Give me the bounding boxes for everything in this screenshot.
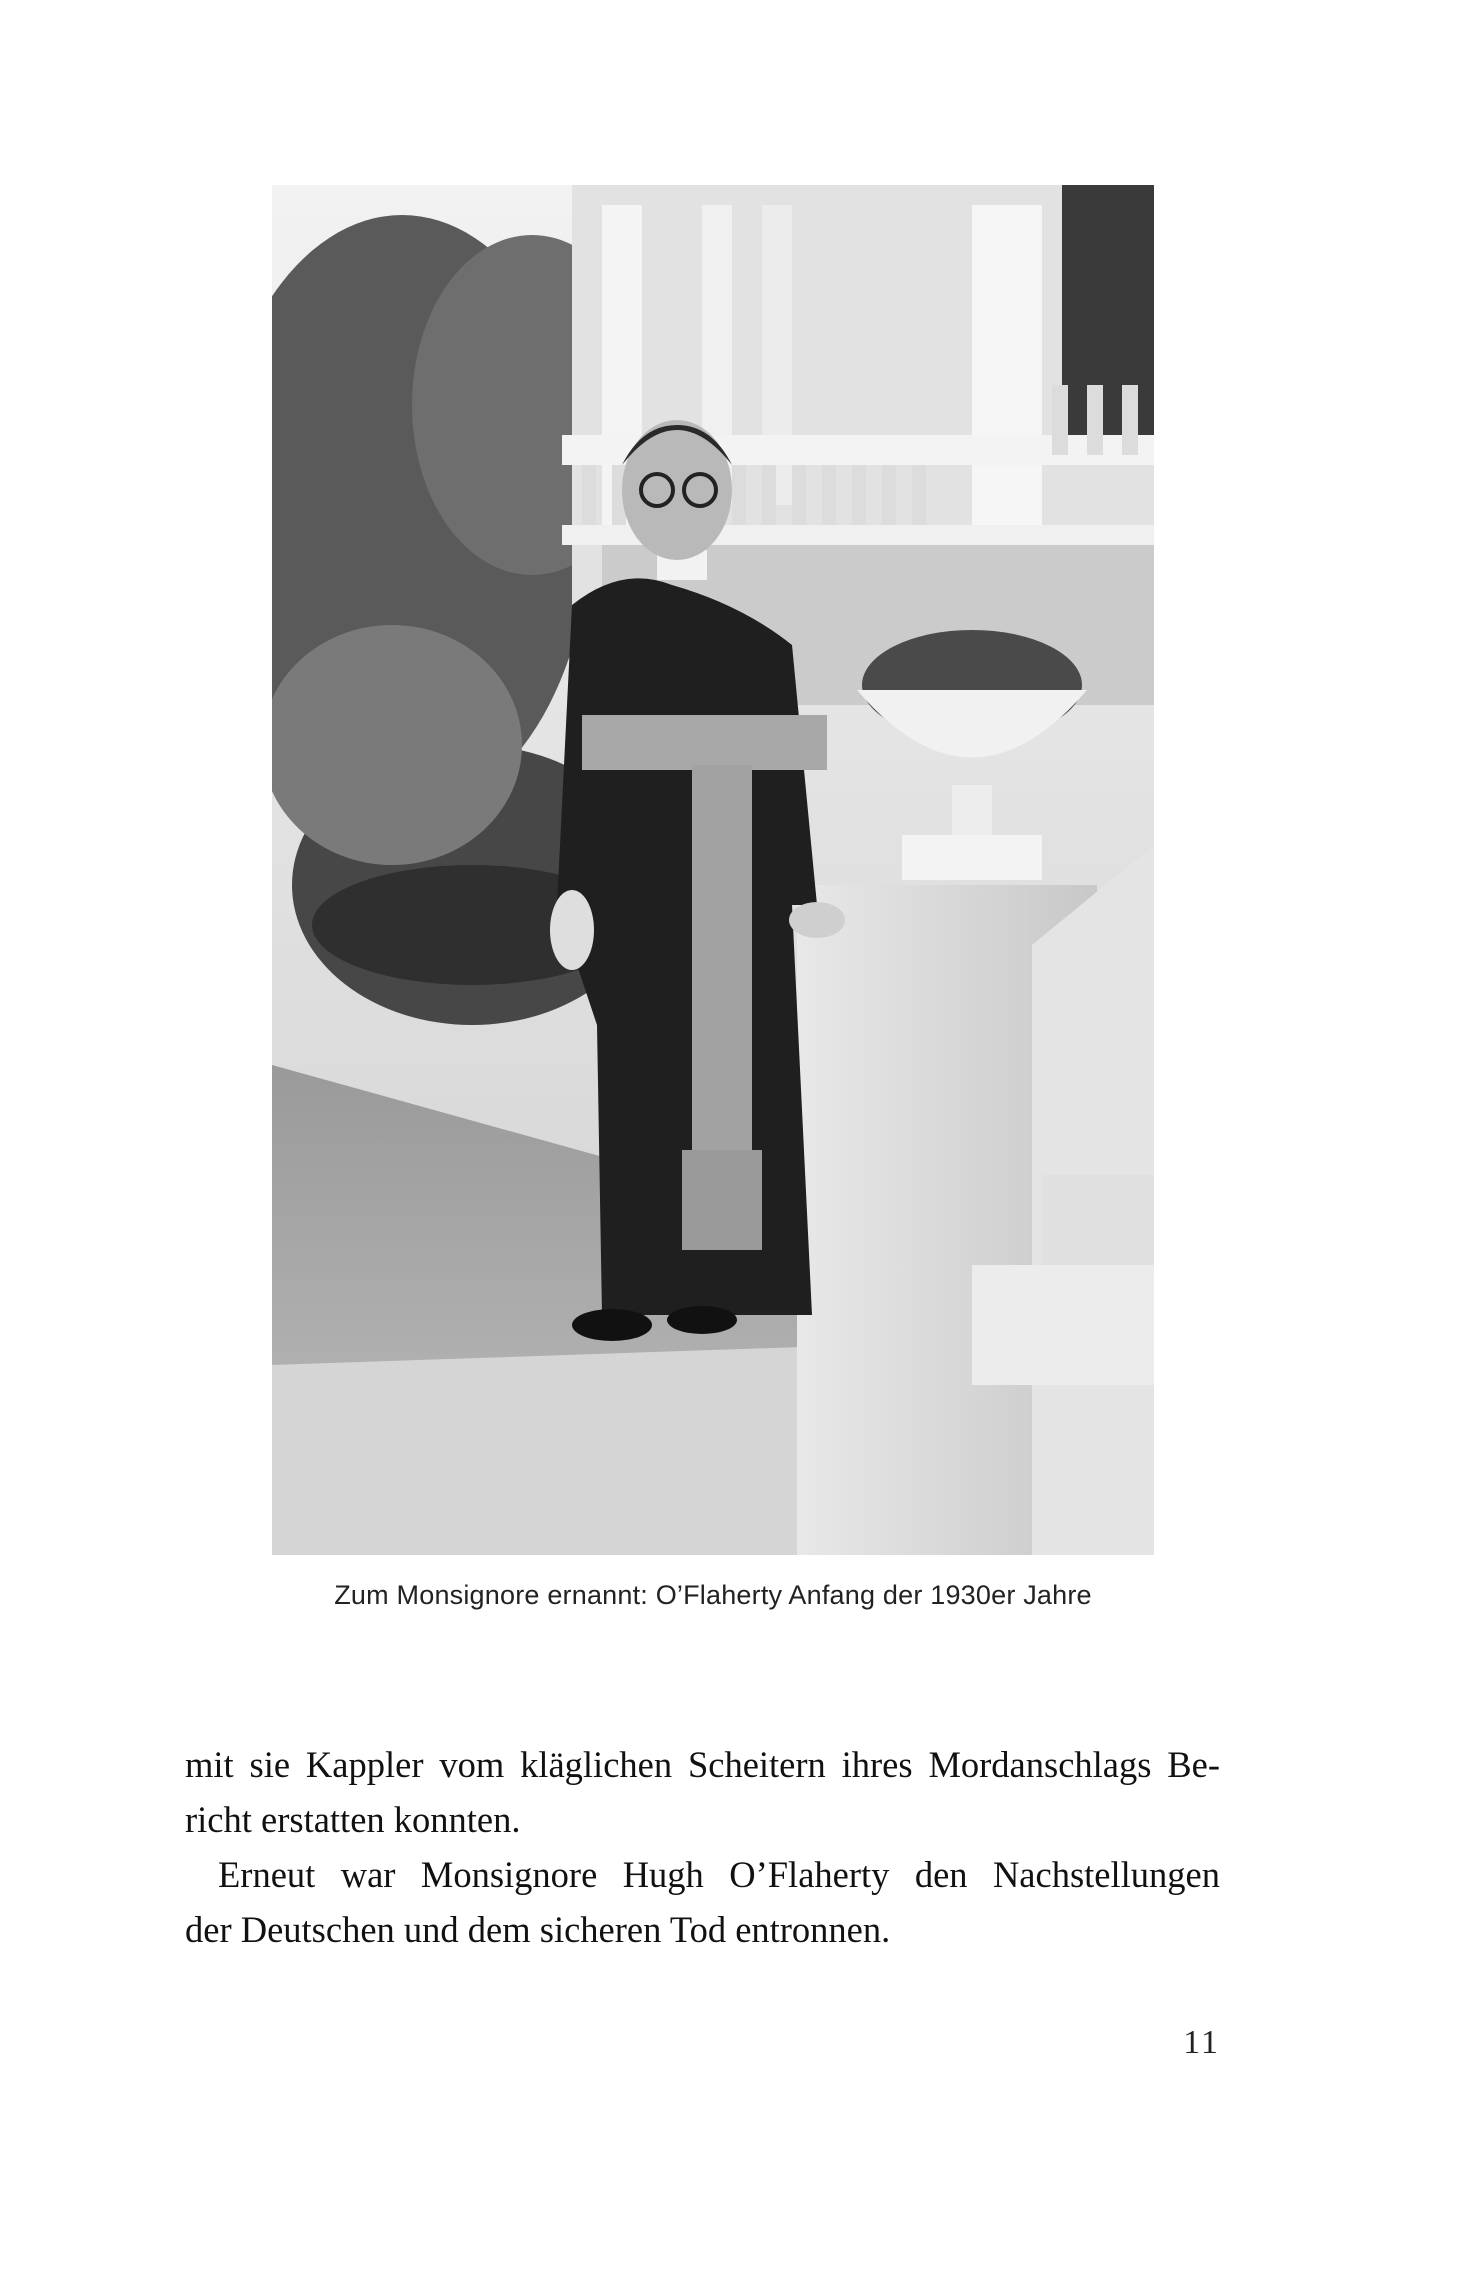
paragraph-2-line-1: Erneut war Monsignore Hugh O’Flaherty den Nachstellungen [218,1854,1220,1895]
paragraph-2-line-2: der Deutschen und dem sicheren Tod entronnen. [185,1909,891,1950]
body-text [185,1737,1220,1957]
paragraph-1 [185,1737,1220,1847]
page-number: 11 [1183,2024,1220,2061]
paragraph-1-line-2: richt erstatten konnten. [185,1799,521,1840]
priest-photograph [272,185,1154,1555]
photo-caption: Zum Monsignore ernannt: O’Flaherty Anfang der 1930er Jahre [334,1580,1092,1610]
photograph-image [272,185,1154,1555]
paragraph-1-line-1: mit sie Kappler vom kläglichen Scheitern ihres Mordanschlags Be- [185,1744,1220,1785]
paragraph-2 [185,1847,1220,1957]
